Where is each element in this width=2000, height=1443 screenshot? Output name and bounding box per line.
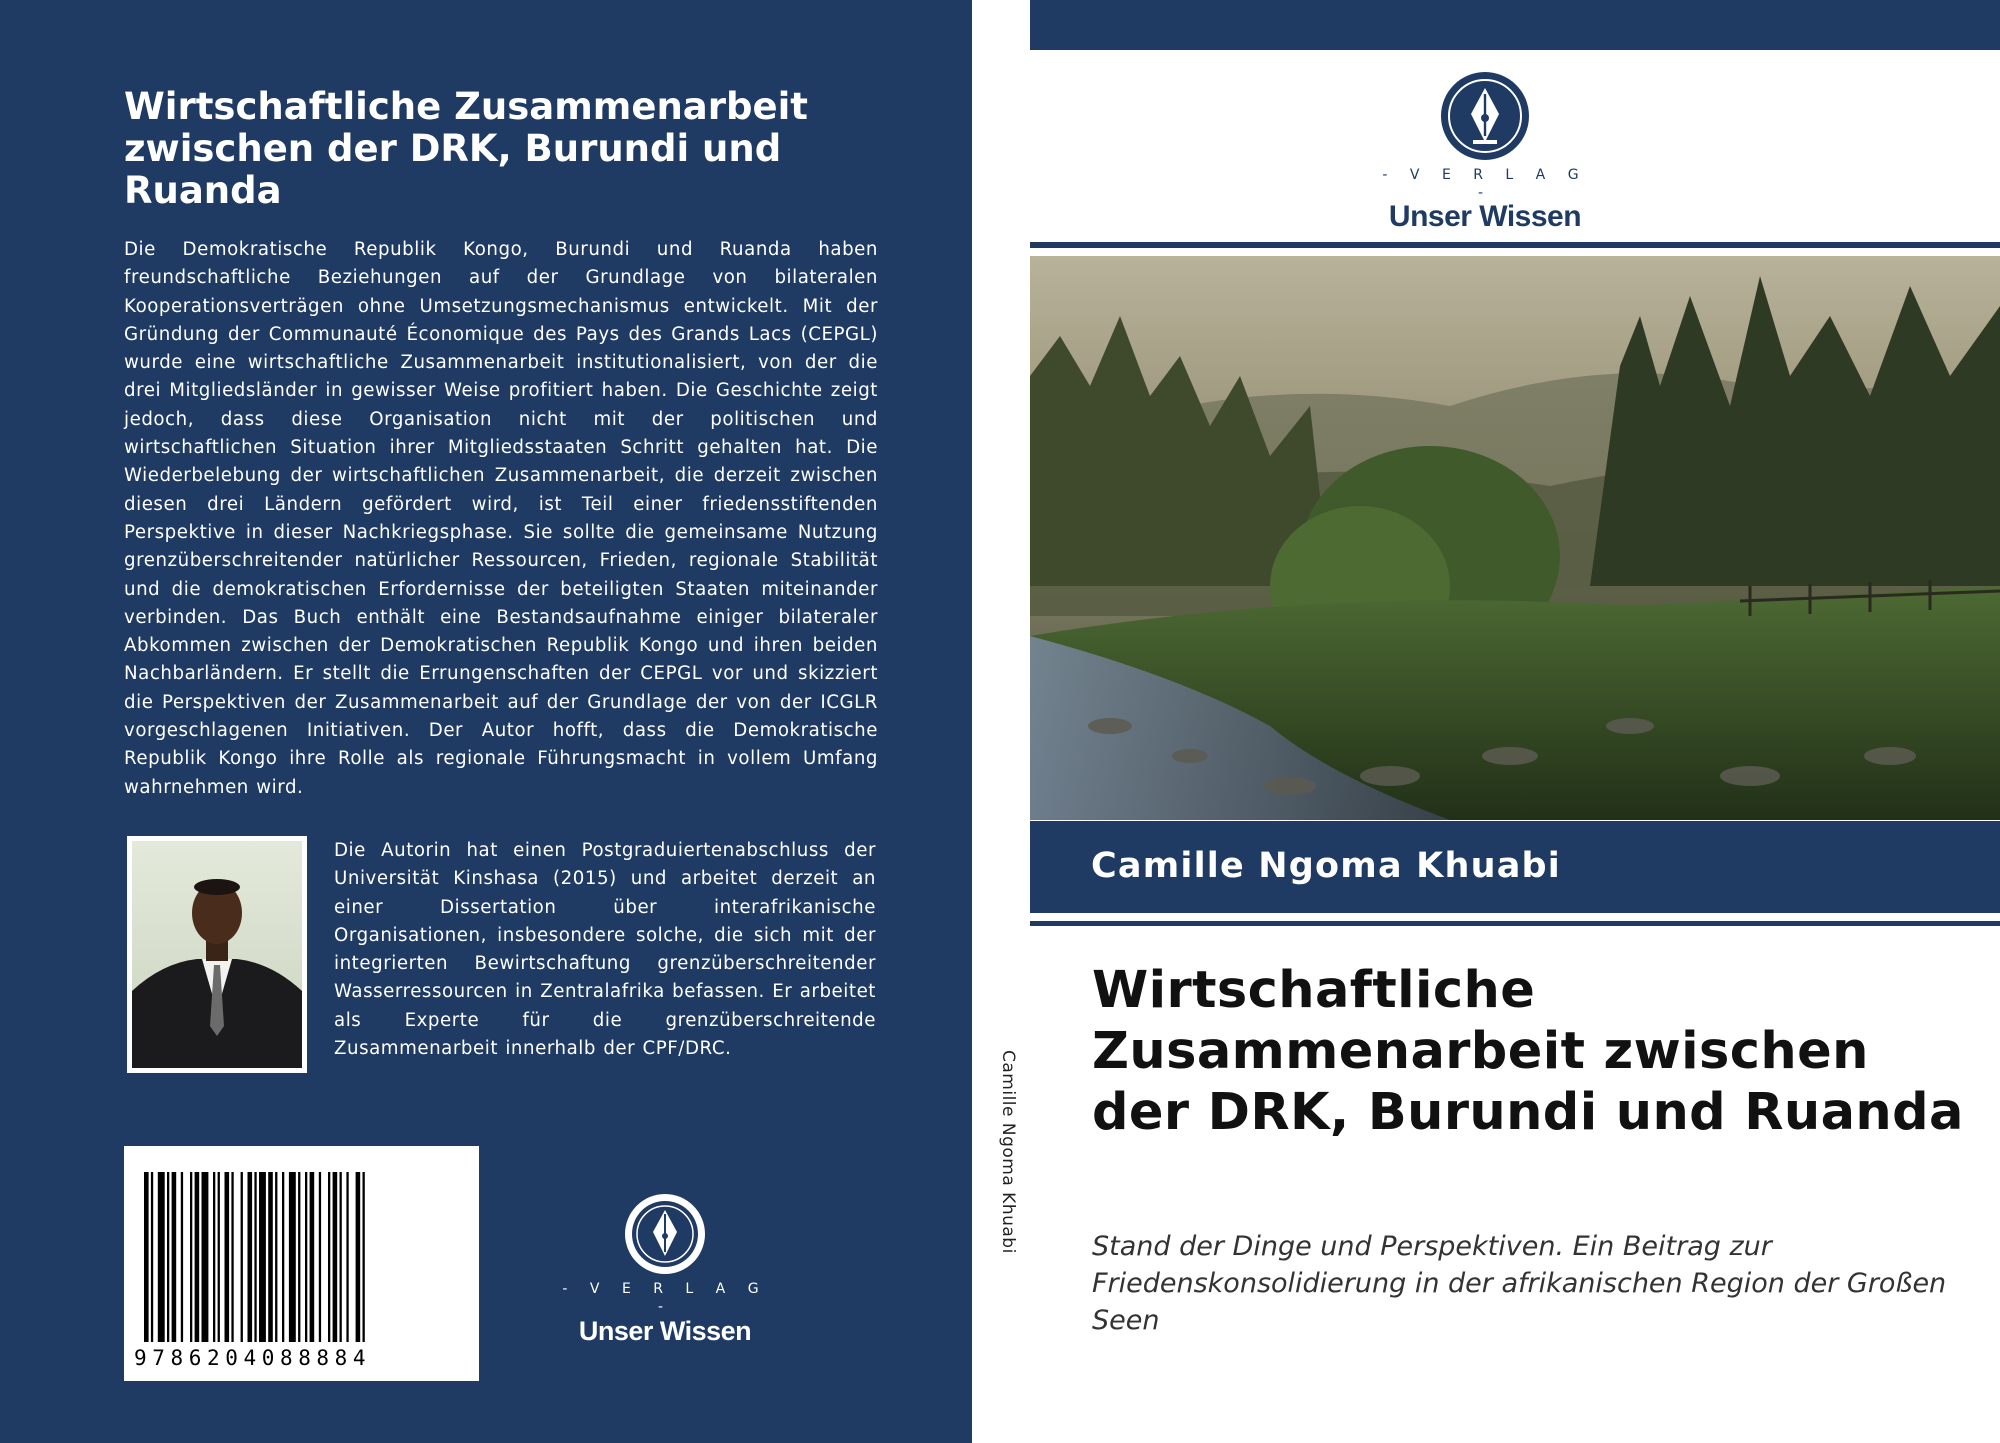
front-cover [1030,0,2000,1443]
barcode-bar [298,1172,300,1342]
barcode-bar [202,1172,209,1342]
barcode-bar [225,1172,230,1342]
barcode-bar [319,1172,321,1342]
barcode-bar [268,1172,273,1342]
front-publisher-name: Unser Wissen [1388,200,1582,233]
barcode-bar [190,1172,192,1342]
bottom-divider [1030,921,2000,926]
barcode-bar [328,1172,330,1342]
pen-nib-logo-icon [1439,70,1531,162]
forest-river-cover-image [1030,256,2000,820]
barcode-bar [305,1172,307,1342]
back-cover-blurb: Die Demokratische Republik Kongo, Burundi und Ruanda haben freundschaftliche Beziehungen auf der Grundlage von bilateralen Kooperationsverträgen ohne Umsetzungsmechanismus entwickelt. Mit der Gründung der Communauté Économique des Pays des Grands Lacs (CEPGL) wurde eine wirtschaftliche Zusammenarbeit institutionalisiert, von der die drei Mitgliedsländer in gewisser Weise profitiert haben. Die Geschichte zeigt jedoch, dass diese Organisation nicht mit der politischen und wirtschaftlichen Situation ihrer Mitgliedsstaaten Schritt gehalten hat. Die Wiederbelebung der wirtschaftlichen Zusammenarbeit, die derzeit zwischen diesen drei Ländern gefördert wird, ist Teil einer friedensstiftenden Perspektive in dieser Nachkriegsphase. Sie sollte die gemeinsame Nutzung grenzüberschreitender natürlicher Ressourcen, Frieden, regionale Stabilität und die demokratischen Erfordernisse der beteiligten Staaten miteinander verbinden. Das Buch enthält eine Bestandsaufnahme einiger bilateraler Abkommen zwischen der Demokratischen Republik Kongo und ihren beiden Nachbarländern. Er stellt die Errungenschaften der CEPGL vor und skizziert die Perspektiven der Zusammenarbeit auf der Grundlage der von der ICGLR vorgeschlagenen Initiativen. Der Autor hofft, dass die Demokratische Republik Kongo ihre Rolle als regionale Führungsmacht in vollem Umfang wahrnehmen wird. [124,239,878,798]
barcode-bar [363,1172,365,1342]
publisher-seal-icon [623,1192,707,1276]
back-publisher-name: Unser Wissen [578,1316,752,1346]
front-title: Wirtschaftliche Zusammenarbeit zwischen der DRK, Burundi und Ruanda [1092,961,1964,1142]
barcode-bar [259,1172,266,1342]
barcode-bar [151,1172,153,1342]
front-publisher-logo [1370,70,1600,232]
barcode-bar [275,1172,277,1342]
barcode-bar [144,1172,149,1342]
author-band [1030,821,2000,913]
front-author-name: Camille Ngoma Khuabi [1091,846,1561,886]
barcode-bar [158,1172,165,1342]
top-divider [1030,242,2000,248]
front-top-bar [1030,0,2000,50]
barcode-bar [181,1172,183,1342]
barcode-bar [310,1172,315,1342]
back-publisher-verlag: - V E R L A G - [562,1281,768,1315]
isbn-barcode [124,1146,479,1381]
barcode-bar [172,1172,177,1342]
back-publisher-logo [560,1192,770,1346]
barcode-bar [346,1172,348,1342]
author-bio: Die Autorin hat einen Postgraduiertenabschluss der Universität Kinshasa (2015) und arbeitet derzeit an einer Dissertation über interafrikanische Organisationen, insbesondere solche, die sich mit der integrierten Bewirtschaftung grenzüberschreitender Wasserressourcen in Zentralafrika befassen. Er arbeitet als Experte für die grenzüberschreitende Zusammenarbeit innerhalb der CPF/DRC. [334,840,876,1060]
back-cover-title: Wirtschaftliche Zusammenarbeit zwischen der DRK, Burundi und Ruanda [124,85,808,212]
front-subtitle: Stand der Dinge und Perspektiven. Ein Beitrag zur Friedenskonsolidierung in der afrikanischen Region der Großen Seen [1092,1231,1947,1336]
barcode-bar [248,1172,253,1342]
barcode-bar [218,1172,220,1342]
barcode-bar [333,1172,338,1342]
back-cover [0,0,972,1443]
barcode-bar [241,1172,243,1342]
barcode-bar [289,1172,296,1342]
barcode-bar [213,1172,215,1342]
barcode-bar [254,1172,256,1342]
barcode-bar [356,1172,361,1342]
spine-author: Camille Ngoma Khuabi [998,1050,1018,1254]
barcode-bar [195,1172,200,1342]
barcode-bars [142,1172,460,1342]
barcode-bar [282,1172,284,1342]
barcode-bar [340,1172,342,1342]
barcode-bar [231,1172,233,1342]
barcode-bar [167,1172,169,1342]
isbn-digits: 9786204088884 [134,1346,372,1370]
author-photo [127,836,307,1073]
front-publisher-verlag: - V E R L A G - [1382,167,1588,201]
